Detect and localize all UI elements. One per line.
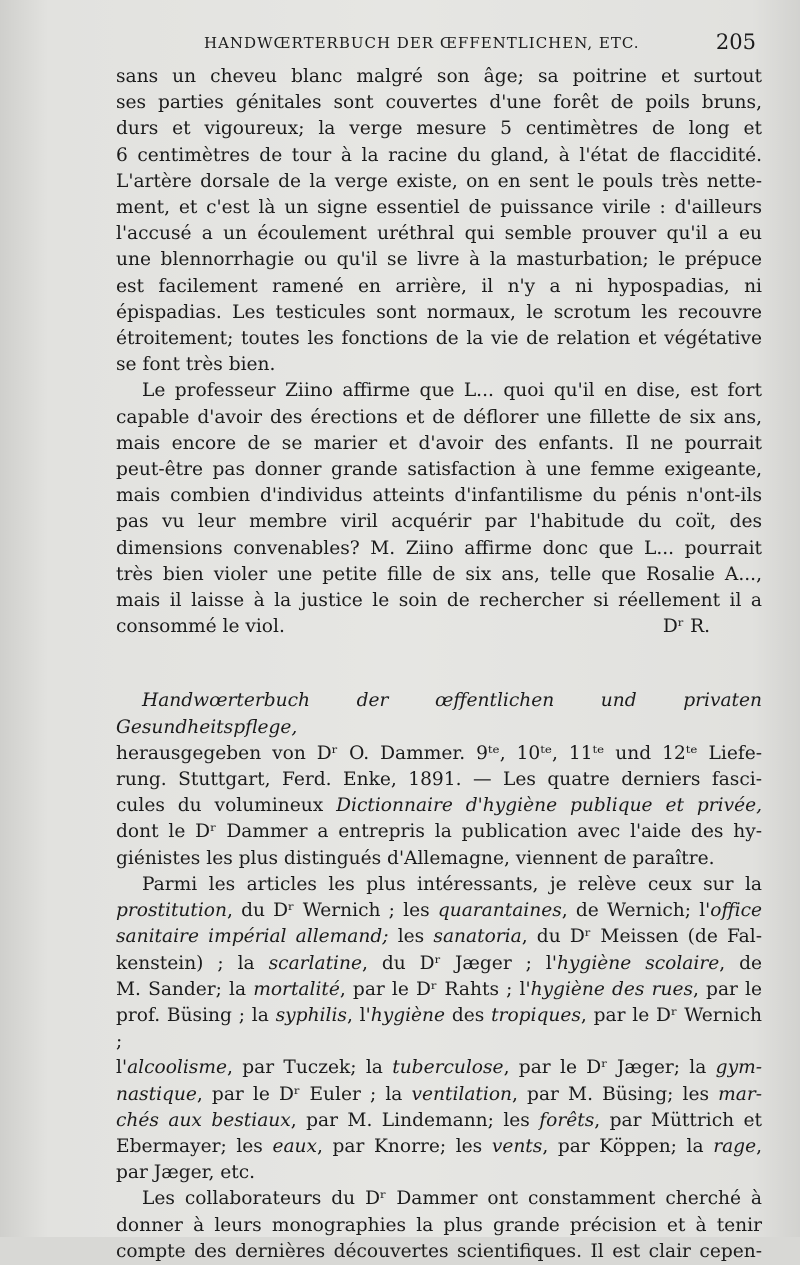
italic-run: sanitaire impérial allemand;: [116, 926, 389, 948]
review2-paragraph-1: [116, 688, 762, 871]
text-run: , par le Dʳ Wernich ;: [116, 1004, 762, 1053]
text-line: Les collaborateurs du Dʳ Dammer ont constamment cherché à: [142, 1188, 762, 1210]
text-line: rung. Stuttgart, Ferd. Enke, 1891. — Les quatre derniers fasci-: [116, 769, 762, 791]
review2-paragraph-3: [116, 1186, 762, 1265]
italic-run: vents: [491, 1135, 543, 1157]
review2-paragraph-2: [116, 872, 762, 1186]
text-run: , par Knorre; les: [317, 1135, 492, 1157]
book-title: Handwœrterbuch der œffentlichen und privaten Gesundheitspflege,: [116, 690, 762, 738]
text-line: mais combien d'individus atteints d'infantilisme du pénis n'ont-ils: [116, 485, 762, 507]
text-line: [116, 688, 762, 740]
italic-run: office: [710, 900, 763, 922]
text-run: , par M. Büsing; les: [512, 1083, 719, 1105]
text-line: herausgegeben von Dʳ O. Dammer. 9ᵗᵉ, 10ᵗᵉ, 11ᵗᵉ und 12ᵗᵉ Liefe-: [116, 742, 762, 764]
text-line: pas vu leur membre viril acquérir par l'habitude du coït, des: [116, 511, 762, 533]
text-line: consommé le viol.: [116, 616, 285, 638]
text-line: ses parties génitales sont couvertes d'une forêt de poils bruns,: [116, 92, 762, 114]
text-run: des: [445, 1004, 492, 1026]
text-line: Parmi les articles les plus intéressants, je relève ceux sur la: [142, 873, 762, 895]
text-line: 6 centimètres de tour à la racine du gland, à l'état de flaccidité.: [116, 144, 762, 166]
text-run: , par Köppen; la: [542, 1135, 714, 1157]
italic-run: nastique: [116, 1083, 197, 1105]
page-number: 205: [715, 30, 756, 54]
italic-run: quarantaines: [437, 900, 562, 922]
text-run: , par Müttrich et: [594, 1109, 762, 1131]
italic-run: alcoolisme: [127, 1057, 227, 1079]
text-run: , du Dʳ Wernich ; les: [226, 900, 438, 922]
italic-run: forêts: [539, 1109, 595, 1131]
text-line: par Jæger, etc.: [116, 1162, 256, 1184]
review1-paragraph-2: [116, 378, 762, 614]
text-run: , par M. Lindemann; les: [290, 1109, 540, 1131]
italic-run: ventilation: [411, 1083, 513, 1105]
text-run: kenstein) ; la: [116, 952, 269, 974]
text-line: [116, 898, 762, 924]
text-run: , de: [719, 952, 763, 974]
text-line: sans un cheveu blanc malgré son âge; sa poitrine et surtout: [116, 66, 762, 87]
text-run: Ebermayer; les: [116, 1135, 273, 1157]
text-line: [116, 1134, 762, 1160]
text-run: les: [388, 926, 434, 948]
text-line: [116, 1082, 762, 1108]
text-line: [116, 977, 762, 1003]
text-run: ,: [756, 1135, 762, 1157]
text-line: [116, 1055, 762, 1081]
italic-run: syphilis: [275, 1004, 347, 1026]
text-line: se font très bien.: [116, 354, 276, 376]
italic-run: gym-: [715, 1057, 762, 1079]
dictionary-title: Dictionnaire d'hygiène publique et privée,: [336, 795, 762, 817]
text-line: [116, 1003, 762, 1055]
text-run: , l': [346, 1004, 371, 1026]
text-line: capable d'avoir des érections et de déflorer une fillette de six ans,: [116, 406, 762, 428]
text-run: , par le Dʳ Jæger; la: [503, 1057, 716, 1079]
text-line: mais encore de se marier et d'avoir des enfants. Il ne pourrait: [116, 432, 762, 454]
text-run: , de Wernich; l': [561, 900, 711, 922]
text-line: [116, 793, 762, 819]
text-line: l'accusé a un écoulement uréthral qui semble prouver qu'il a eu: [116, 223, 762, 245]
italic-run: mar-: [718, 1083, 762, 1105]
text-line: donner à leurs monographies la plus grande précision et à tenir: [116, 1214, 762, 1236]
text-line: étroitement; toutes les fonctions de la vie de relation et végétative: [116, 328, 762, 350]
text-line: dont le Dʳ Dammer a entrepris la publication avec l'aide des hy-: [116, 821, 762, 843]
italic-run: tuberculose: [392, 1057, 504, 1079]
text-run: , par le: [693, 978, 763, 1000]
section-separator: [116, 640, 762, 688]
running-title: HANDWŒRTERBUCH DER ŒFFENTLICHEN, ETC.: [204, 34, 640, 52]
text-line: ment, et c'est là un signe essentiel de puissance virile : d'ailleurs: [116, 197, 762, 219]
italic-run: tropiques: [491, 1004, 581, 1026]
text-line: est facilement ramené en arrière, il n'y a ni hypospadias, ni: [116, 275, 762, 297]
italic-run: sanatoria: [433, 926, 522, 948]
text-line: [116, 924, 762, 950]
italic-run: scarlatine: [268, 952, 362, 974]
text-line: durs et vigoureux; la verge mesure 5 centimètres de long et: [116, 118, 762, 140]
italic-run: hygiène: [370, 1004, 446, 1026]
text-line: [116, 1108, 762, 1134]
text-line: très bien violer une petite fille de six ans, telle que Rosalie A...,: [116, 563, 762, 585]
text-run: , du Dʳ Jæger ; l': [361, 952, 557, 974]
reviewer-signature: Dʳ R.: [662, 616, 710, 638]
text-run: , par le Dʳ Euler ; la: [196, 1083, 412, 1105]
text-line: une blennorrhagie ou qu'il se livre à la masturbation; le prépuce: [116, 249, 762, 271]
text-line: giénistes les plus distingués d'Allemagne, viennent de paraître.: [116, 847, 715, 869]
page-header: [116, 32, 756, 58]
text-line: peut-être pas donner grande satisfaction à une femme exigeante,: [116, 459, 762, 481]
text-run: cules du volumineux: [116, 795, 337, 817]
review1-paragraph-1: [116, 64, 762, 378]
page-body: [116, 64, 762, 1265]
text-run: , par Tuczek; la: [226, 1057, 393, 1079]
text-line: épispadias. Les testicules sont normaux, le scrotum les recouvre: [116, 301, 762, 323]
text-run: , du Dʳ Meissen (de Fal-: [521, 926, 762, 948]
text-line: compte des dernières découvertes scientifiques. Il est clair cepen-: [116, 1240, 762, 1262]
text-run: prof. Büsing ; la: [116, 1004, 276, 1026]
italic-run: prostitution: [116, 900, 227, 922]
italic-run: chés aux bestiaux: [116, 1109, 291, 1131]
italic-run: rage: [713, 1135, 757, 1157]
text-run: , par le Dʳ Rahts ; l': [339, 978, 531, 1000]
italic-run: eaux: [272, 1135, 318, 1157]
italic-run: hygiène scolaire: [556, 952, 720, 974]
text-line: L'artère dorsale de la verge existe, on en sent le pouls très nette-: [116, 170, 762, 192]
text-line: [116, 951, 762, 977]
text-line: mais il laisse à la justice le soin de rechercher si réellement il a: [116, 590, 762, 612]
signature-line: [116, 614, 762, 640]
text-run: l': [116, 1057, 128, 1079]
text-run: M. Sander; la: [116, 978, 254, 1000]
italic-run: mortalité: [253, 978, 340, 1000]
italic-run: hygiène des rues: [530, 978, 694, 1000]
text-line: dimensions convenables? M. Ziino affirme donc que L... pourrait: [116, 537, 762, 559]
text-line: Le professeur Ziino affirme que L... quoi qu'il en dise, est fort: [142, 380, 762, 402]
